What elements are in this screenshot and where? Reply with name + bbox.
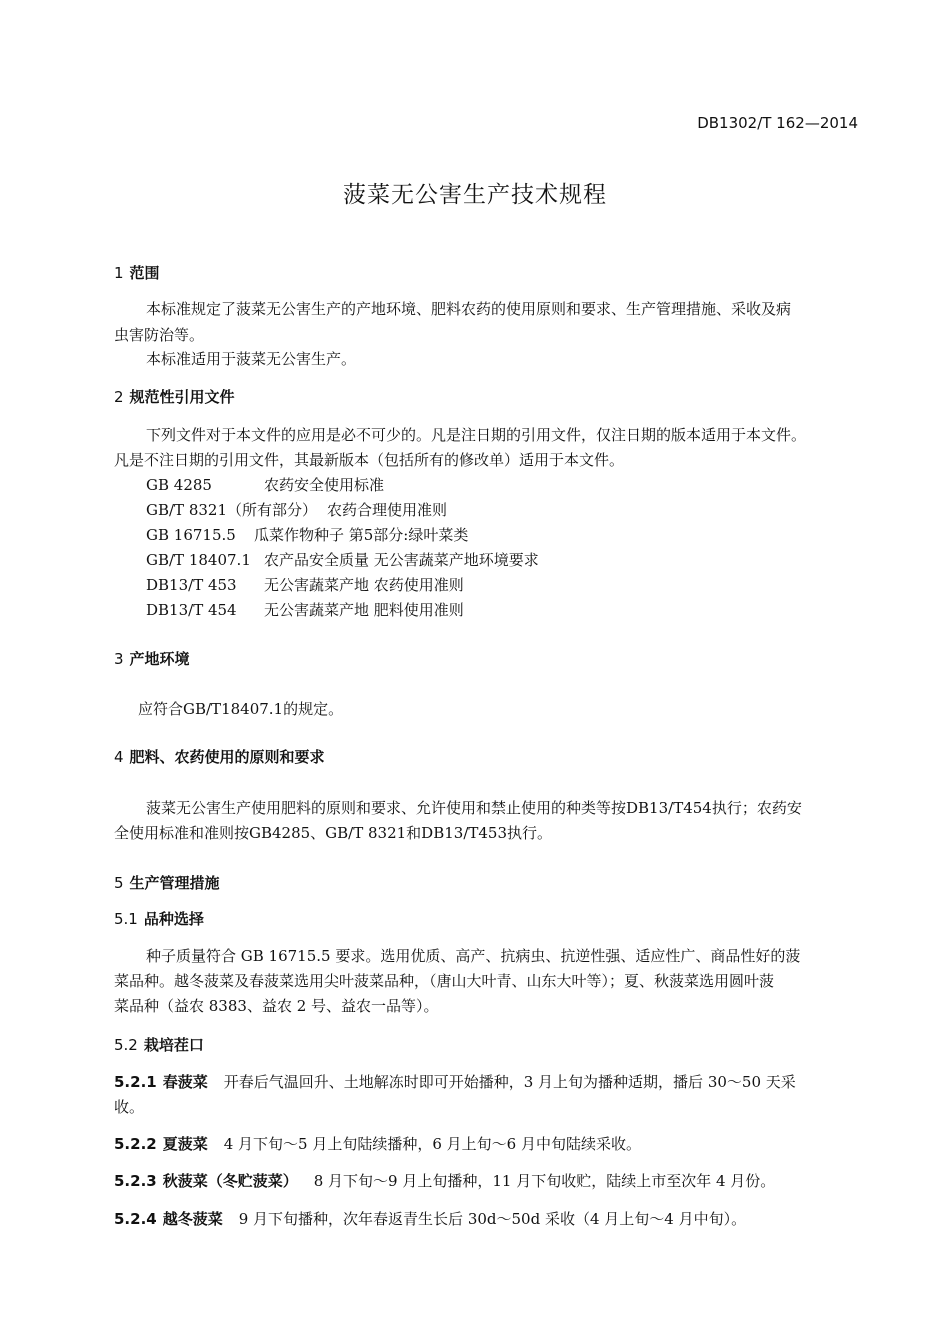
reference-code: GB/T 18407.1 <box>146 551 251 569</box>
clause-text: 9 月下旬播种，次年春返青生长后 30d～50d 采收（4 月上旬～4 月中旬）。 <box>238 1210 747 1228</box>
paragraph-line: 应符合GB/T18407.1的规定。 <box>138 700 344 718</box>
reference-item <box>146 524 468 545</box>
clause-term: 越冬菠菜 <box>162 1210 223 1228</box>
clause-text: 4 月下旬～5 月上旬陆续播种，6 月上旬～6 月中旬陆续采收。 <box>223 1135 641 1153</box>
paragraph-line: 菠菜无公害生产使用肥料的原则和要求、允许使用和禁止使用的种类等按DB13/T454执行；农药安 <box>146 799 802 817</box>
reference-name: 农药合理使用准则 <box>327 501 448 519</box>
reference-code: GB 4285 <box>146 476 212 494</box>
clause-5-2-1 <box>114 1071 796 1092</box>
paragraph-line: 本标准适用于菠菜无公害生产。 <box>146 350 357 368</box>
subsection-5-1-heading <box>114 908 204 929</box>
clause-term: 春菠菜 <box>162 1073 208 1091</box>
section-title: 规范性引用文件 <box>129 388 235 406</box>
section-5-heading <box>114 872 220 893</box>
section-title: 生产管理措施 <box>129 874 220 892</box>
section-number: 5.2 <box>114 1036 138 1054</box>
paragraph-line: 菜品种。越冬菠菜及春菠菜选用尖叶菠菜品种，（唐山大叶青、山东大叶等）；夏、秋菠菜选用圆叶菠 <box>114 972 775 990</box>
section-4-heading <box>114 746 325 767</box>
clause-5-2-3 <box>114 1170 775 1191</box>
reference-item <box>146 599 464 620</box>
paragraph-line: 全使用标准和准则按GB4285、GB/T 8321和DB13/T453执行。 <box>114 824 553 842</box>
reference-name: 无公害蔬菜产地 肥料使用准则 <box>264 601 464 619</box>
clause-5-2-4 <box>114 1208 746 1229</box>
reference-code: GB/T 8321（所有部分） <box>146 501 318 519</box>
section-number: 5 <box>114 874 124 892</box>
section-1-heading <box>114 262 160 283</box>
paragraph-line: 虫害防治等。 <box>114 326 205 344</box>
section-2-heading <box>114 386 235 407</box>
paragraph-line: 本标准规定了菠菜无公害生产的产地环境、肥料农药的使用原则和要求、生产管理措施、采收及病 <box>146 300 792 318</box>
section-title: 范围 <box>129 264 160 282</box>
paragraph-line: 收。 <box>114 1098 145 1116</box>
section-title: 肥料、农药使用的原则和要求 <box>129 748 325 766</box>
clause-number: 5.2.4 <box>114 1210 157 1228</box>
clause-term: 秋菠菜（冬贮菠菜） <box>162 1172 298 1190</box>
paragraph-line: 下列文件对于本文件的应用是必不可少的。凡是注日期的引用文件，仅注日期的版本适用于本文件。 <box>146 426 807 444</box>
reference-code: DB13/T 453 <box>146 576 237 594</box>
reference-name: 无公害蔬菜产地 农药使用准则 <box>264 576 464 594</box>
paragraph-line: 凡是不注日期的引用文件，其最新版本（包括所有的修改单）适用于本文件。 <box>114 451 625 469</box>
clause-text: 开春后气温回升、土地解冻时即可开始播种，3 月上旬为播种适期，播后 30～50 天采 <box>223 1073 796 1091</box>
reference-name: 农药安全使用标准 <box>264 476 385 494</box>
subsection-5-2-heading <box>114 1034 204 1055</box>
clause-number: 5.2.3 <box>114 1172 157 1190</box>
reference-item <box>146 574 464 595</box>
section-title: 栽培茬口 <box>143 1036 204 1054</box>
document-title: 菠菜无公害生产技术规程 <box>343 182 607 208</box>
reference-item <box>146 474 384 495</box>
document-number: DB1302/T 162—2014 <box>697 114 858 132</box>
section-title: 品种选择 <box>143 910 204 928</box>
clause-text: 8 月下旬～9 月上旬播种，11 月下旬收贮，陆续上市至次年 4 月份。 <box>313 1172 776 1190</box>
reference-code: GB 16715.5 <box>146 526 236 544</box>
clause-term: 夏菠菜 <box>162 1135 208 1153</box>
section-3-heading <box>114 648 190 669</box>
reference-code: DB13/T 454 <box>146 601 237 619</box>
clause-5-2-2 <box>114 1133 641 1154</box>
reference-item <box>146 499 447 520</box>
paragraph-line: 种子质量符合 GB 16715.5 要求。选用优质、高产、抗病虫、抗逆性强、适应性广、商品性好的菠 <box>146 947 801 965</box>
paragraph-line: 菜品种（益农 8383、益农 2 号、益农一品等）。 <box>114 997 439 1015</box>
section-number: 1 <box>114 264 124 282</box>
section-number: 3 <box>114 650 124 668</box>
clause-number: 5.2.1 <box>114 1073 157 1091</box>
reference-item <box>146 549 539 570</box>
clause-number: 5.2.2 <box>114 1135 157 1153</box>
section-number: 2 <box>114 388 124 406</box>
section-number: 4 <box>114 748 124 766</box>
section-number: 5.1 <box>114 910 138 928</box>
reference-name: 瓜菜作物种子 第5部分:绿叶菜类 <box>254 526 469 544</box>
section-title: 产地环境 <box>129 650 190 668</box>
reference-name: 农产品安全质量 无公害蔬菜产地环境要求 <box>264 551 539 569</box>
